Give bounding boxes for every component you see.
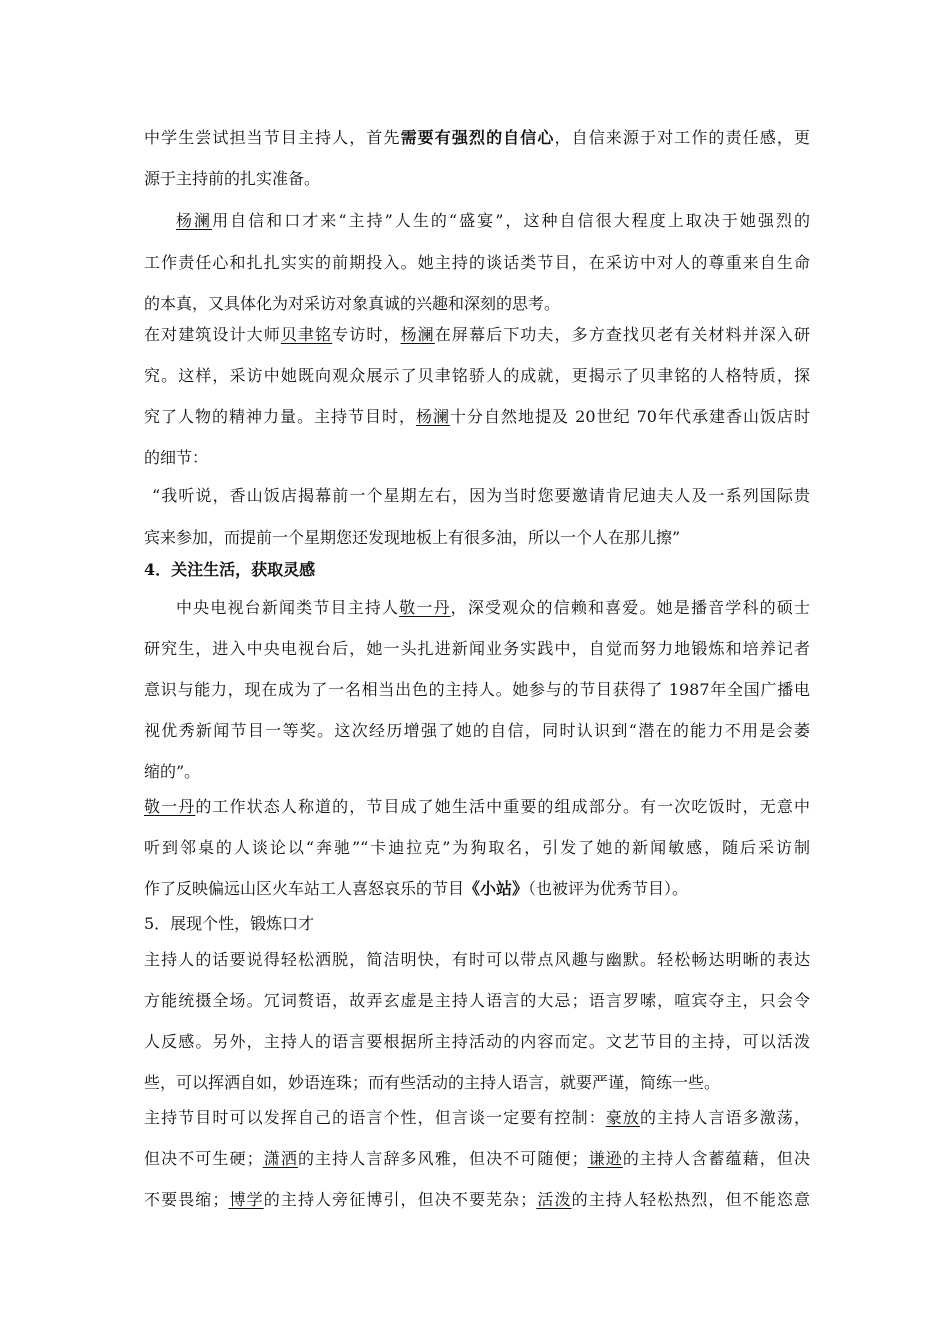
text-segment: 不要畏缩； — [144, 1190, 229, 1209]
underlined-name: 贝聿铭 — [280, 325, 333, 344]
text-line — [144, 762, 810, 782]
text-line — [144, 1149, 810, 1169]
text-segment: 中学生尝试担当节目主持人，首先 — [144, 128, 401, 147]
text-segment: 中央电视台新闻类节目主持人 — [176, 598, 400, 617]
underlined-name: 敬一丹 — [144, 797, 196, 816]
text-line — [144, 1190, 810, 1210]
text-segment: 工作责任心和扎扎实实的前期投入。她主持的谈话类节目，在采访中对人的尊重来自生命 — [144, 253, 810, 272]
text-line — [144, 294, 810, 314]
text-segment: 究。这样，采访中她既向观众展示了贝聿铭骄人的成就，更揭示了贝聿铭的人格特质，探 — [144, 366, 810, 385]
text-segment: 的本真，又具体化为对采访对象真诚的兴趣和深刻的思考。 — [144, 294, 561, 313]
underlined-name: 敬一丹 — [399, 598, 451, 617]
underlined-name: 潇洒 — [262, 1149, 298, 1168]
text-line — [144, 1073, 810, 1093]
text-line — [176, 598, 810, 618]
text-segment: ，深受观众的信赖和喜爱。她是播音学科的硕士 — [450, 598, 810, 617]
text-segment: 的主持人旁征博引，但决不要芜杂； — [263, 1190, 537, 1209]
text-line — [144, 1108, 810, 1128]
text-segment: 些，可以挥洒自如，妙语连珠；而有些活动的主持人语言，就要严谨，简练一些。 — [144, 1073, 721, 1092]
bold-text: 4．关注生活，获取灵感 — [144, 560, 316, 579]
text-segment: 在对建筑设计大师 — [144, 325, 281, 344]
text-line — [144, 325, 810, 345]
text-line — [144, 128, 810, 148]
underlined-name: 谦逊 — [587, 1149, 623, 1168]
text-line — [144, 253, 810, 273]
text-segment: 究了人物的精神力量。主持节目时， — [144, 407, 417, 426]
text-segment: 十分自然地提及 20世纪 70年代承建香山饭店时 — [450, 407, 810, 426]
text-line — [144, 838, 810, 858]
bold-text: 需要有强烈的自信心 — [400, 128, 555, 147]
bold-text: 《小站》 — [464, 879, 529, 898]
text-segment: 视优秀新闻节目一等奖。这次经历增强了她的自信，同时认识到“潜在的能力不用是会萎 — [144, 721, 810, 740]
underlined-name: 杨澜 — [416, 407, 451, 426]
text-segment: 的主持人轻松热烈，但不能恣意 — [571, 1190, 810, 1209]
text-segment: 专访时， — [332, 325, 401, 344]
text-segment: （也被评为优秀节目）。 — [528, 879, 689, 898]
text-segment: 意识与能力，现在成为了一名相当出色的主持人。她参与的节目获得了 1987年全国广播电 — [144, 680, 810, 699]
text-line — [144, 1032, 810, 1052]
text-line — [152, 486, 810, 506]
text-segment: 人反感。另外，主持人的语言要根据所主持活动的内容而定。文艺节目的主持，可以活泼 — [144, 1032, 810, 1051]
text-line — [144, 528, 810, 548]
text-segment: “我听说，香山饭店揭幕前一个星期左右，因为当时您要邀请肯尼迪夫人及一系列国际贵 — [152, 486, 810, 505]
text-segment: 的主持人言辞多风雅，但决不可随便； — [297, 1149, 588, 1168]
text-segment: 用自信和口才来“主持”人生的“盛宴”，这种自信很大程度上取决于她强烈的 — [212, 211, 810, 230]
text-segment: 研究生，进入中央电视台后，她一头扎进新闻业务实践中，自觉而努力地锻炼和培养记者 — [144, 639, 810, 658]
underlined-name: 豪放 — [605, 1108, 641, 1127]
text-segment: 的主持人含蓄蕴藉，但决 — [622, 1149, 810, 1168]
text-line — [144, 169, 810, 189]
text-segment: 缩的”。 — [144, 762, 201, 781]
text-line — [144, 407, 810, 427]
text-segment: 听到邻桌的人谈论以“奔驰”“卡迪拉克”为狗取名，引发了她的新闻敏感，随后采访制 — [144, 838, 810, 857]
text-segment: 在屏幕后下功夫，多方查找贝老有关材料并深入研 — [434, 325, 810, 344]
text-line — [144, 680, 810, 700]
text-segment: 宾来参加，而提前一个星期您还发现地板上有很多油，所以一个人在那儿擦” — [144, 528, 681, 547]
underlined-name: 杨澜 — [400, 325, 435, 344]
text-segment: 5．展现个性，锻炼口才 — [144, 914, 315, 933]
text-line — [144, 879, 810, 899]
text-segment: 的工作状态人称道的，节目成了她生活中重要的组成部分。有一次吃饭时，无意中 — [195, 797, 810, 816]
text-line — [144, 448, 810, 468]
underlined-name: 博学 — [228, 1190, 264, 1209]
underlined-name: 杨澜 — [176, 211, 213, 230]
section-heading — [144, 914, 810, 934]
text-segment: ，自信来源于对工作的责任感，更 — [554, 128, 810, 147]
underlined-name: 活泼 — [536, 1190, 572, 1209]
text-segment: 源于主持前的扎实准备。 — [144, 169, 321, 188]
text-segment: 的主持人言语多激荡， — [640, 1108, 810, 1127]
text-segment: 作了反映偏远山区火车站工人喜怒哀乐的节目 — [144, 879, 465, 898]
text-line — [144, 797, 810, 817]
text-segment: 但决不可生硬； — [144, 1149, 263, 1168]
text-segment: 主持人的话要说得轻松洒脱，简洁明快，有时可以带点风趣与幽默。轻松畅达明晰的表达 — [144, 950, 810, 969]
text-line — [144, 721, 810, 741]
text-line — [176, 211, 810, 231]
text-segment: 的细节： — [144, 448, 209, 467]
text-line — [144, 639, 810, 659]
text-line — [144, 950, 810, 970]
text-segment: 主持节目时可以发挥自己的语言个性，但言谈一定要有控制： — [144, 1108, 606, 1127]
text-line — [144, 991, 810, 1011]
section-heading — [144, 560, 810, 580]
text-line — [144, 366, 810, 386]
text-segment: 方能统摄全场。冗词赘语，故弄玄虚是主持人语言的大忌；语言罗嗦，喧宾夺主，只会令 — [144, 991, 810, 1010]
